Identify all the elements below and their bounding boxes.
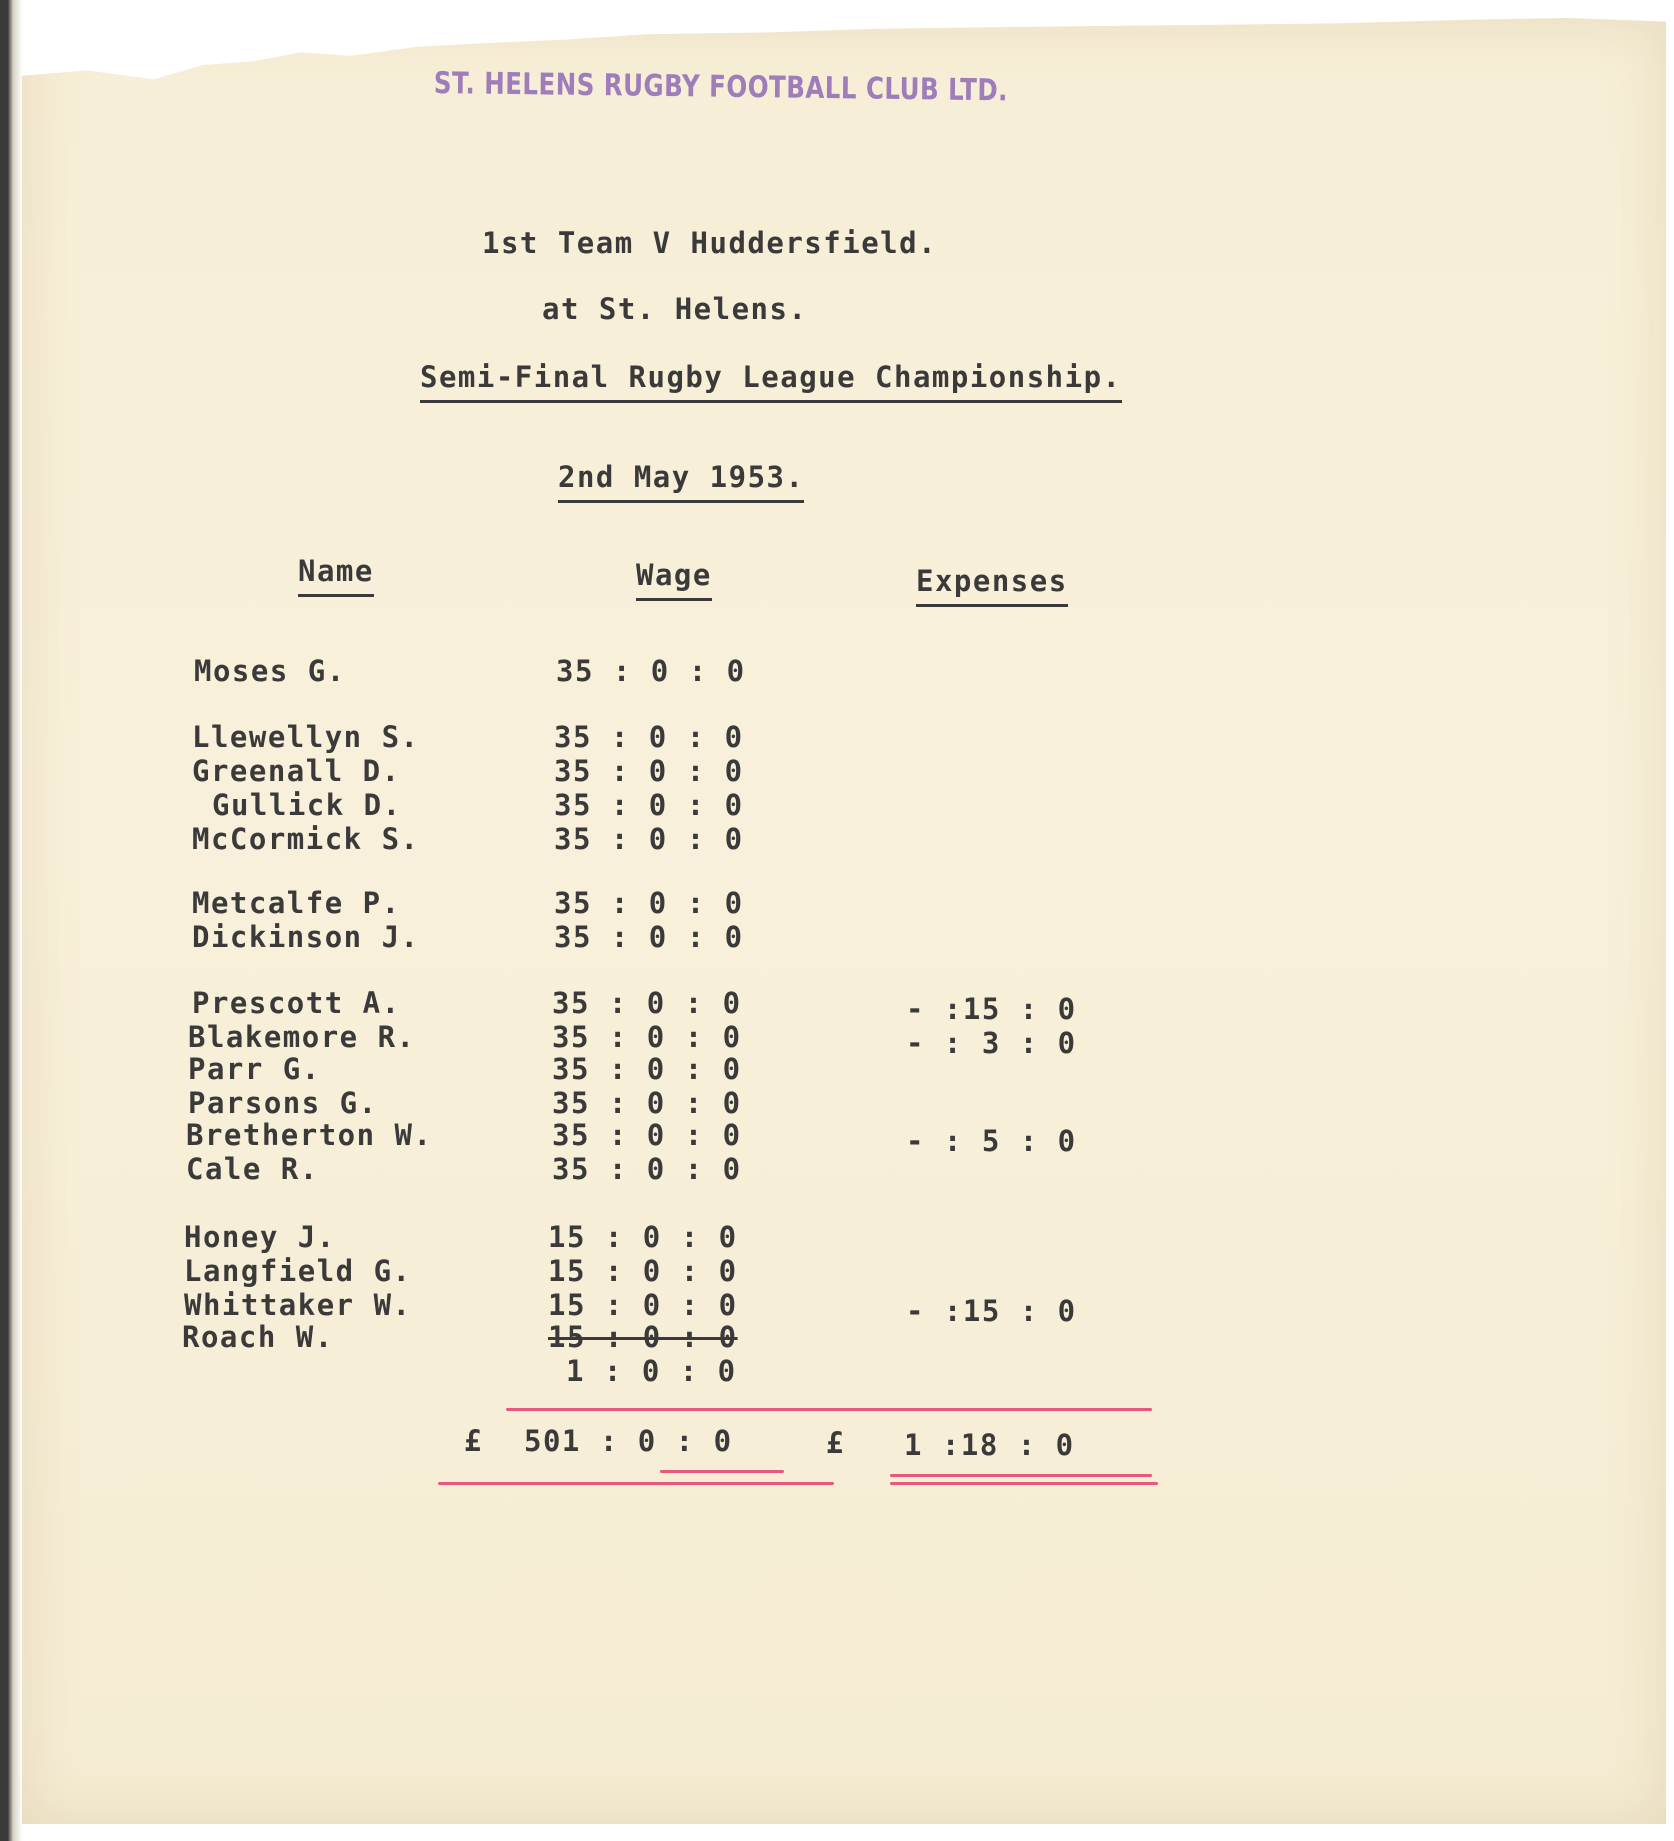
player-name: Llewellyn S.: [192, 720, 420, 754]
match-title: 1st Team V Huddersfield.: [482, 226, 938, 260]
total-expenses: 1 :18 : 0: [904, 1428, 1075, 1462]
player-expenses: - : 5 : 0: [906, 1124, 1077, 1158]
player-wage: 35 : 0 : 0: [554, 720, 744, 754]
column-header-wage: Wage: [636, 558, 712, 601]
club-stamp: ST. HELENS RUGBY FOOTBALL CLUB LTD.: [433, 66, 1009, 109]
roach-corrected-wage: 1 : 0 : 0: [566, 1354, 737, 1388]
player-expenses: - : 3 : 0: [906, 1026, 1077, 1060]
column-header-expenses: Expenses: [916, 564, 1068, 607]
player-wage: 35 : 0 : 0: [552, 1118, 742, 1152]
player-name: Parsons G.: [188, 1086, 378, 1120]
scan-edge: [0, 0, 22, 1841]
player-name: Dickinson J.: [192, 920, 420, 954]
total-rule-top: [506, 1408, 1152, 1411]
player-name: Gullick D.: [212, 788, 402, 822]
player-name: McCormick S.: [192, 822, 420, 856]
player-wage: 35 : 0 : 0: [552, 1052, 742, 1086]
player-name: Greenall D.: [192, 754, 401, 788]
player-wage: 35 : 0 : 0: [554, 754, 744, 788]
player-wage: 15 : 0 : 0: [548, 1254, 738, 1288]
player-name: Parr G.: [188, 1052, 321, 1086]
player-wage: 35 : 0 : 0: [554, 920, 744, 954]
player-name: Blakemore R.: [188, 1020, 416, 1054]
player-wage: 15 : 0 : 0: [548, 1320, 738, 1354]
player-wage: 15 : 0 : 0: [548, 1220, 738, 1254]
player-wage: 35 : 0 : 0: [552, 1020, 742, 1054]
player-wage: 15 : 0 : 0: [548, 1288, 738, 1322]
player-name: Langfield G.: [184, 1254, 412, 1288]
column-header-name: Name: [298, 554, 374, 597]
player-wage: 35 : 0 : 0: [552, 986, 742, 1020]
player-name: Roach W.: [182, 1320, 334, 1354]
total-expenses-underline-2: [890, 1482, 1158, 1485]
player-expenses: - :15 : 0: [906, 1294, 1077, 1328]
venue: at St. Helens.: [542, 292, 808, 326]
player-wage: 35 : 0 : 0: [552, 1152, 742, 1186]
player-wage: 35 : 0 : 0: [554, 886, 744, 920]
player-name: Whittaker W.: [184, 1288, 412, 1322]
player-wage: 35 : 0 : 0: [554, 822, 744, 856]
total-wage: 501 : 0 : 0: [524, 1424, 733, 1458]
match-date: 2nd May 1953.: [558, 460, 804, 503]
total-expenses-currency: £: [826, 1426, 845, 1460]
total-wage-currency: £: [464, 1424, 483, 1458]
player-name: Cale R.: [186, 1152, 319, 1186]
player-name: Bretherton W.: [186, 1118, 433, 1152]
player-name: Moses G.: [194, 654, 346, 688]
player-wage: 35 : 0 : 0: [556, 654, 746, 688]
total-wage-underline-2: [438, 1482, 834, 1485]
player-wage: 35 : 0 : 0: [554, 788, 744, 822]
competition-title: Semi-Final Rugby League Championship.: [420, 360, 1122, 403]
player-name: Honey J.: [184, 1220, 336, 1254]
player-expenses: - :15 : 0: [906, 992, 1077, 1026]
player-wage: 35 : 0 : 0: [552, 1086, 742, 1120]
total-wage-underline-1: [660, 1470, 784, 1473]
total-expenses-underline-1: [890, 1474, 1152, 1477]
player-name: Metcalfe P.: [192, 886, 401, 920]
player-name: Prescott A.: [192, 986, 401, 1020]
